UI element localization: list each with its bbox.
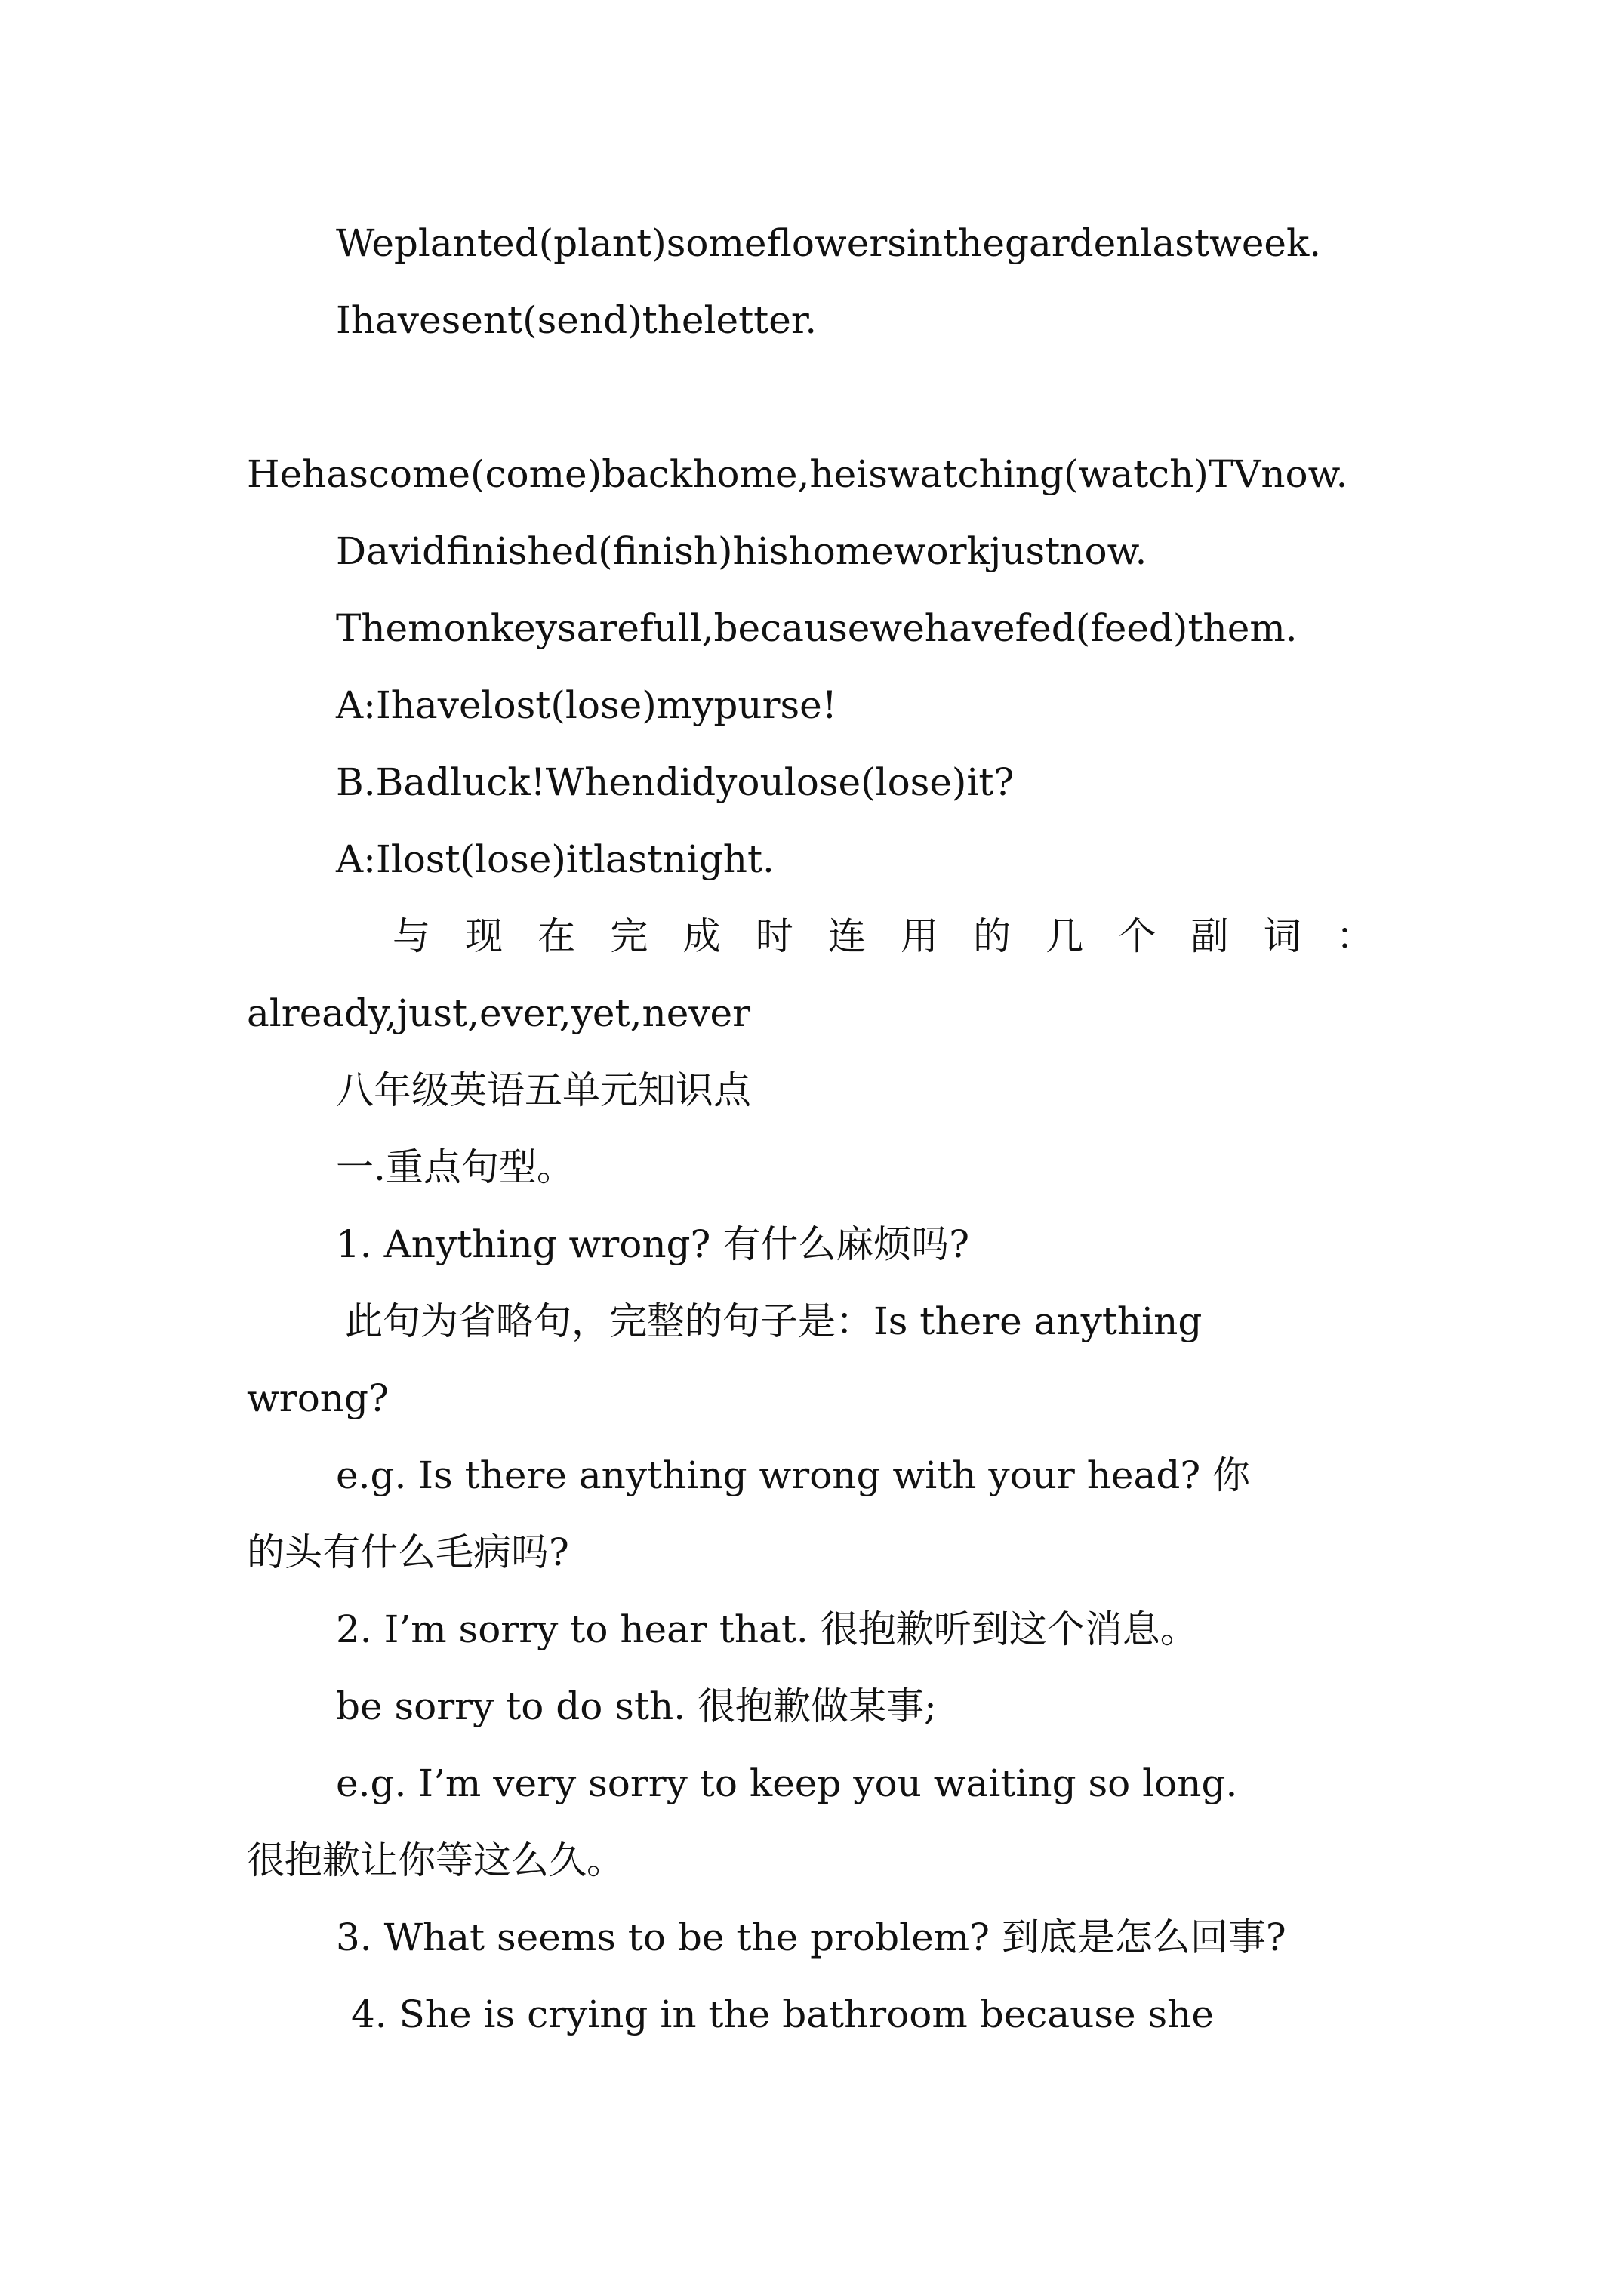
text-line: Weplanted(plant)someflowersinthegardenlastweek. xyxy=(336,221,1322,265)
char: ： xyxy=(1335,914,1374,958)
text-line: e.g. I’m very sorry to keep you waiting so long. xyxy=(336,1761,1238,1805)
text-line: Ihavesent(send)theletter. xyxy=(336,298,818,342)
char: 与 xyxy=(393,914,430,958)
text-line: wrong? xyxy=(247,1376,389,1420)
text-line: A:Ihavelost(lose)mypurse! xyxy=(336,683,837,727)
text-line: 4. She is crying in the bathroom because she xyxy=(351,1992,1214,2036)
text-line: Themonkeysarefull,becausewehavefed(feed)them. xyxy=(336,606,1298,650)
text-line: Davidfinished(finish)hishomeworkjustnow. xyxy=(336,529,1147,573)
text-line: Hehascome(come)backhome,heiswatching(watch)TVnow. xyxy=(247,452,1348,496)
char: 词 xyxy=(1263,914,1301,958)
text-line: 2. I’m sorry to hear that. 很抱歉听到这个消息。 xyxy=(336,1607,1198,1651)
char: 在 xyxy=(537,914,576,958)
text-line: 的头有什么毛病吗? xyxy=(247,1530,569,1574)
text-line: 3. What seems to be the problem? 到底是怎么回事? xyxy=(336,1915,1286,1959)
text-line: e.g. Is there anything wrong with your head? 你 xyxy=(336,1453,1251,1497)
char: 个 xyxy=(1118,914,1156,958)
text-line: 很抱歉让你等这么久。 xyxy=(247,1838,624,1882)
char: 连 xyxy=(827,914,866,958)
text-line: 此句为省略句，完整的句子是：Is there anything xyxy=(345,1299,1203,1343)
char: 现 xyxy=(465,914,504,958)
text-line: A:Ilost(lose)itlastnight. xyxy=(336,837,775,881)
justified-chinese-line xyxy=(393,914,1374,959)
section-heading: 一.重点句型。 xyxy=(336,1145,574,1189)
text-line: already,just,ever,yet,never xyxy=(247,991,751,1035)
text-line: B.Badluck!Whendidyoulose(lose)it? xyxy=(336,760,1015,804)
char: 副 xyxy=(1190,914,1229,958)
section-title: 八年级英语五单元知识点 xyxy=(336,1068,751,1112)
text-line: 1. Anything wrong? 有什么麻烦吗? xyxy=(336,1222,970,1266)
text-line: be sorry to do sth. 很抱歉做某事; xyxy=(336,1684,937,1728)
char: 成 xyxy=(682,914,721,958)
char: 完 xyxy=(610,914,648,958)
char: 用 xyxy=(900,914,938,958)
char: 的 xyxy=(973,914,1012,958)
char: 时 xyxy=(755,914,793,958)
char: 几 xyxy=(1046,914,1084,958)
